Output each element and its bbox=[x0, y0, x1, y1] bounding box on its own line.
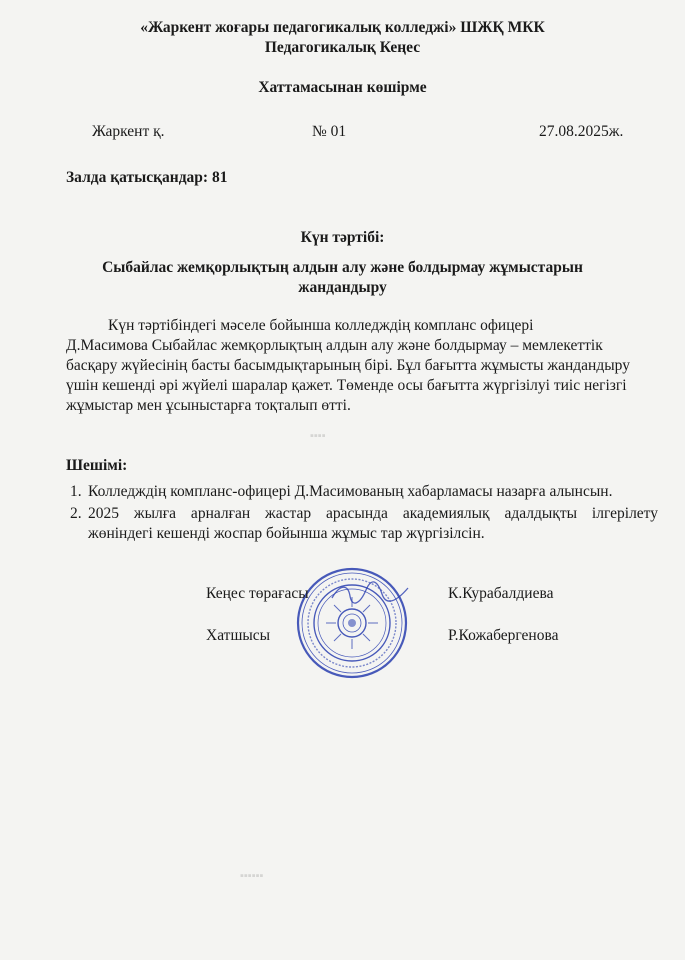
agenda-title-line-2: жандандыру bbox=[298, 279, 387, 296]
place-label: Жаркент қ. bbox=[92, 123, 165, 140]
body-line-2: Д.Масимова Сыбайлас жемқорлықтың алдын алу және болдырмау – мемлекеттік bbox=[66, 337, 603, 354]
chair-role: Кеңес төрағасы bbox=[206, 585, 309, 602]
agenda-heading: Күн тәртібі: bbox=[300, 229, 385, 246]
decision-item-1-text: Колледждің компланс-офицері Д.Масимованың хабарламасы назарға алынсын. bbox=[88, 483, 613, 500]
decision-item-2-number: 2. bbox=[70, 505, 82, 522]
decision-item-2-line-1: 2025 жылға арналған жастар арасында академиялық адалдықты ілгерілету bbox=[88, 505, 658, 522]
body-line-5: жұмыстар мен ұсыныстарға тоқталып өтті. bbox=[66, 397, 351, 414]
document-title: Хаттамасынан көшірме bbox=[258, 79, 427, 96]
secretary-name: Р.Кожабергенова bbox=[448, 627, 559, 644]
bleed-through-mark: ▪▪▪▪▪▪ bbox=[240, 870, 264, 882]
decision-heading: Шешімі: bbox=[66, 457, 128, 474]
chair-signature bbox=[330, 580, 410, 606]
body-line-3: басқару жүйесінің басты басымдықтарының бірі. Бұл бағытта жұмысты жандандыру bbox=[66, 357, 630, 374]
attendance-count: Залда қатысқандар: 81 bbox=[66, 169, 228, 186]
agenda-title-line-1: Сыбайлас жемқорлықтың алдын алу және болдырмау жұмыстарын bbox=[102, 259, 583, 276]
body-line-1: Күн тәртібіндегі мәселе бойынша колледждің компланс офицері bbox=[108, 317, 534, 334]
decision-item-1-number: 1. bbox=[70, 483, 82, 500]
body-line-4: үшін кешенді әрі жүйелі шаралар қажет. Төменде осы бағытта жүргізілуі тиіс негізгі bbox=[66, 377, 627, 394]
chair-name: К.Курабалдиева bbox=[448, 585, 554, 602]
secretary-role: Хатшысы bbox=[206, 627, 271, 644]
bleed-through-mark: ▪▪▪▪ bbox=[310, 430, 326, 442]
protocol-number: № 01 bbox=[312, 123, 347, 140]
institution-header: «Жаркент жоғары педагогикалық колледжі» ШЖҚ МКК bbox=[140, 19, 545, 36]
decision-item-2-line-2: жөніндегі кешенді жоспар бойынша жұмыс тар жүргізілсін. bbox=[88, 525, 485, 542]
protocol-date: 27.08.2025ж. bbox=[539, 123, 624, 140]
council-header: Педагогикалық Кеңес bbox=[264, 39, 421, 56]
